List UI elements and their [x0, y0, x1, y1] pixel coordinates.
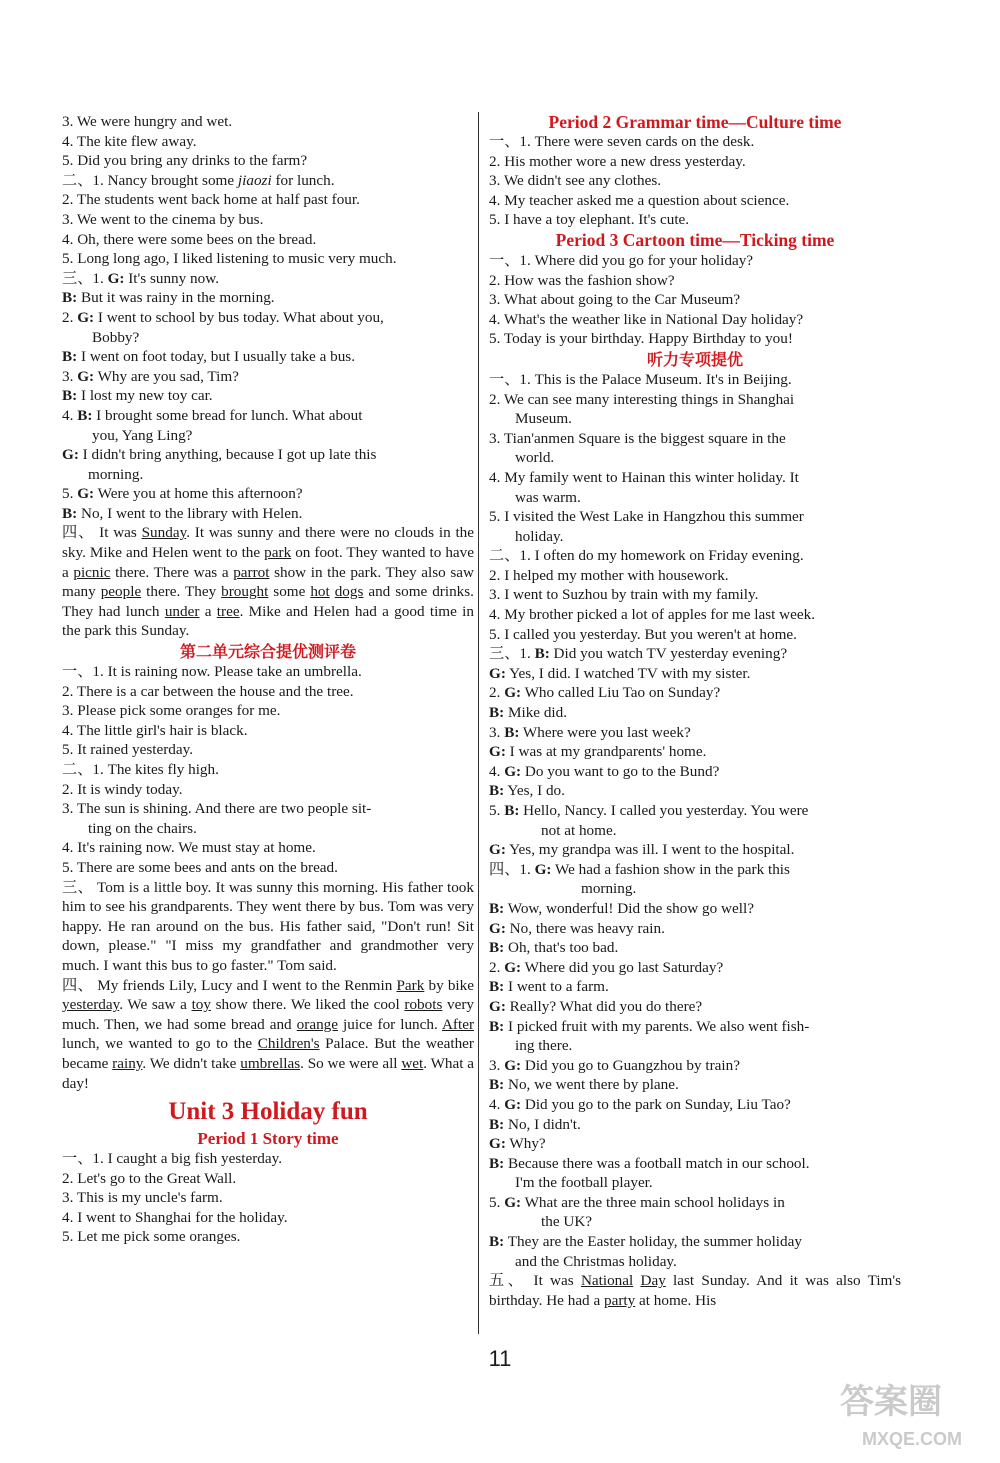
dialogue-line: B: I lost my new toy car.	[62, 387, 213, 405]
answer-line: Museum.	[515, 410, 572, 428]
unit-title: Unit 3 Holiday fun	[168, 1098, 368, 1126]
answer-line: ting on the chairs.	[88, 819, 197, 837]
dialogue-line: G: No, there was heavy rain.	[489, 919, 665, 937]
answer-line: 5. I visited the West Lake in Hangzhou this summer	[489, 508, 804, 526]
dialogue-line: 5. B: Hello, Nancy. I called you yesterday. You were	[489, 802, 809, 819]
answer-line: 3. Please pick some oranges for me.	[62, 702, 281, 720]
answer-line: 2. It is windy today.	[62, 780, 183, 798]
answer-line: 5. I called you yesterday. But you weren't at home.	[489, 625, 797, 643]
answer-line: 5. Let me pick some oranges.	[62, 1228, 241, 1246]
answer-line: 2. There is a car between the house and the tree.	[62, 682, 354, 700]
answer-line: 二、1. Nancy brought some jiaozi for lunch.	[62, 171, 335, 189]
answer-line: 2. The students went back home at half past four.	[62, 191, 360, 209]
cloze-paragraph: 四、 It was Sunday. It was sunny and there were no clouds in the sky. Mike and Helen went to the park on foot. They wanted to have a picnic there. There was a parrot show in the park. They also saw many people there. They brought some hot dogs and some drinks. They had lunch under a tree. Mike and Helen had a good time in the park this Sunday.	[62, 524, 474, 640]
answer-line: 一、1. This is the Palace Museum. It's in Beijing.	[489, 370, 792, 388]
dialogue-line: 四、1. G: We had a fashion show in the park this	[489, 860, 790, 878]
dialogue-line: 3. B: Where were you last week?	[489, 723, 691, 741]
dialogue-line: B: They are the Easter holiday, the summer holiday	[489, 1233, 802, 1251]
section-heading: 听力专项提优	[646, 349, 743, 369]
right-column	[489, 112, 901, 1310]
dialogue-line: B: Yes, I do.	[489, 782, 565, 800]
answer-line: 4. Oh, there were some bees on the bread.	[62, 230, 317, 248]
dialogue-line: G: I didn't bring anything, because I got up late this	[62, 446, 377, 464]
section-heading: 第二单元综合提优测评卷	[179, 642, 356, 662]
dialogue-line: the UK?	[541, 1213, 593, 1231]
dialogue-line: B: Oh, that's too bad.	[489, 939, 619, 957]
cloze-paragraph: 五、 It was National Day last Sunday. And it was also Tim's birthday. He had a party at home. His	[489, 1272, 901, 1309]
answer-line: 4. It's raining now. We must stay at home.	[62, 839, 316, 857]
answer-line: 2. I helped my mother with housework.	[489, 566, 729, 584]
dialogue-line: G: Why?	[489, 1135, 546, 1153]
dialogue-line: B: No, I went to the library with Helen.	[62, 504, 303, 522]
dialogue-line: morning.	[581, 880, 637, 898]
dialogue-line: 2. G: Who called Liu Tao on Sunday?	[489, 684, 721, 702]
left-column	[62, 112, 474, 1247]
answer-line: 3. We didn't see any clothes.	[489, 172, 662, 190]
dialogue-line: G: Yes, I did. I watched TV with my sister.	[489, 664, 751, 682]
watermark-text: 答案圈	[840, 1382, 942, 1422]
watermark-logo	[832, 1373, 982, 1453]
dialogue-line: 4. B: I brought some bread for lunch. What about	[62, 406, 363, 424]
answer-line: 5. Today is your birthday. Happy Birthday to you!	[489, 330, 793, 348]
dialogue-line: I'm the football player.	[515, 1174, 653, 1192]
story-paragraph: 三、 Tom is a little boy. It was sunny this morning. His father took him to see his grandparents. They went there by bus. Tom was very happy. He ran around on the bus. His father said, "Don't run! Sit down, please." "I miss my grandfather and grandmother very much. I want this bus to go faster." Tom said.	[62, 878, 474, 974]
dialogue-line: 三、1. G: It's sunny now.	[62, 269, 220, 287]
dialogue-line: G: Really? What did you do there?	[489, 997, 703, 1015]
dialogue-line: G: Yes, my grandpa was ill. I went to the hospital.	[489, 841, 795, 859]
dialogue-line: 2. G: I went to school by bus today. What about you,	[62, 308, 384, 326]
answer-line: holiday.	[515, 527, 564, 545]
dialogue-line: B: I picked fruit with my parents. We also went fish-	[489, 1017, 810, 1035]
answer-line: 5. There are some bees and ants on the bread.	[62, 858, 338, 876]
answer-line: 3. This is my uncle's farm.	[62, 1189, 223, 1207]
answer-line: 一、1. I caught a big fish yesterday.	[62, 1150, 283, 1168]
period-heading: Period 1 Story time	[197, 1129, 339, 1149]
dialogue-line: and the Christmas holiday.	[515, 1252, 677, 1270]
answer-line: 2. His mother wore a new dress yesterday.	[489, 152, 746, 170]
dialogue-line: B: But it was rainy in the morning.	[62, 289, 275, 307]
dialogue-line: 3. G: Why are you sad, Tim?	[62, 367, 239, 385]
dialogue-line: B: Mike did.	[489, 704, 568, 722]
dialogue-line: not at home.	[541, 821, 617, 839]
answer-line: 2. Let's go to the Great Wall.	[62, 1169, 237, 1187]
watermark-url: MXQE.COM	[862, 1429, 963, 1449]
answer-line: 4. My teacher asked me a question about science.	[489, 191, 790, 209]
answer-line: was warm.	[515, 488, 581, 506]
answer-line: 5. I have a toy elephant. It's cute.	[489, 211, 690, 229]
answer-line: 3. Tian'anmen Square is the biggest square in the	[489, 429, 786, 447]
dialogue-line: 4. G: Did you go to the park on Sunday, Liu Tao?	[489, 1095, 791, 1113]
answer-line: 5. Did you bring any drinks to the farm?	[62, 152, 308, 170]
answer-line: 2. How was the fashion show?	[489, 271, 675, 289]
answer-line: 4. My family went to Hainan this winter holiday. It	[489, 468, 799, 486]
dialogue-line: B: I went to a farm.	[489, 978, 609, 996]
dialogue-line: 5. G: What are the three main school holidays in	[489, 1193, 785, 1211]
answer-line: 3. I went to Suzhou by train with my family.	[489, 586, 759, 604]
answer-line: 4. I went to Shanghai for the holiday.	[62, 1208, 288, 1226]
answer-line: world.	[515, 449, 555, 467]
answer-line: 4. The little girl's hair is black.	[62, 721, 248, 739]
dialogue-line: B: Wow, wonderful! Did the show go well?	[489, 899, 754, 917]
answer-line: 3. We were hungry and wet.	[62, 113, 233, 130]
answer-line: 5. It rained yesterday.	[62, 741, 194, 759]
period-heading: Period 3 Cartoon time—Ticking time	[555, 229, 835, 250]
dialogue-line: B: No, I didn't.	[489, 1115, 581, 1133]
dialogue-line: 三、1. B: Did you watch TV yesterday evening?	[489, 645, 788, 663]
answer-line: 二、1. I often do my homework on Friday evening.	[489, 547, 804, 565]
answer-line: 4. The kite flew away.	[62, 132, 197, 150]
dialogue-line: ing there.	[515, 1037, 573, 1055]
dialogue-line: 5. G: Were you at home this afternoon?	[62, 485, 303, 503]
answer-line: 4. My brother picked a lot of apples for me last week.	[489, 606, 816, 624]
answer-line: 5. Long long ago, I liked listening to music very much.	[62, 250, 397, 268]
answer-line: 3. We went to the cinema by bus.	[62, 210, 264, 228]
answer-line: 4. What's the weather like in National Day holiday?	[489, 310, 804, 328]
dialogue-line: G: I was at my grandparents' home.	[489, 743, 707, 761]
answer-line: 3. What about going to the Car Museum?	[489, 291, 741, 309]
period-heading: Period 2 Grammar time—Culture time	[548, 112, 842, 132]
cloze-paragraph: 四、 My friends Lily, Lucy and I went to the Renmin Park by bike yesterday. We saw a toy show there. We liked the cool robots very much. Then, we had some bread and orange juice for lunch. After lunch, we wanted to go to the Children's Palace. But the weather became rainy. We didn't take umbrellas. So we were all wet. What a day!	[62, 976, 475, 1092]
page-number: 11	[488, 1346, 512, 1371]
dialogue-line: B: No, we went there by plane.	[489, 1076, 679, 1094]
dialogue-line: you, Yang Ling?	[92, 426, 193, 444]
answer-line: 一、1. There were seven cards on the desk.	[489, 133, 755, 150]
answer-line: 一、1. Where did you go for your holiday?	[489, 251, 754, 269]
dialogue-line: 4. G: Do you want to go to the Bund?	[489, 762, 720, 780]
answer-line: 二、1. The kites fly high.	[62, 761, 219, 778]
answer-line: 2. We can see many interesting things in Shanghai	[489, 390, 795, 408]
dialogue-line: morning.	[88, 465, 144, 483]
column-divider	[478, 112, 479, 1334]
dialogue-line: 3. G: Did you go to Guangzhou by train?	[489, 1056, 740, 1074]
dialogue-line: Bobby?	[92, 328, 140, 346]
dialogue-line: 2. G: Where did you go last Saturday?	[489, 958, 724, 976]
answer-line: 3. The sun is shining. And there are two people sit-	[62, 800, 372, 818]
dialogue-line: B: Because there was a football match in our school.	[489, 1154, 810, 1172]
dialogue-line: B: I went on foot today, but I usually take a bus.	[62, 348, 356, 366]
answer-line: 一、1. It is raining now. Please take an umbrella.	[62, 663, 362, 681]
